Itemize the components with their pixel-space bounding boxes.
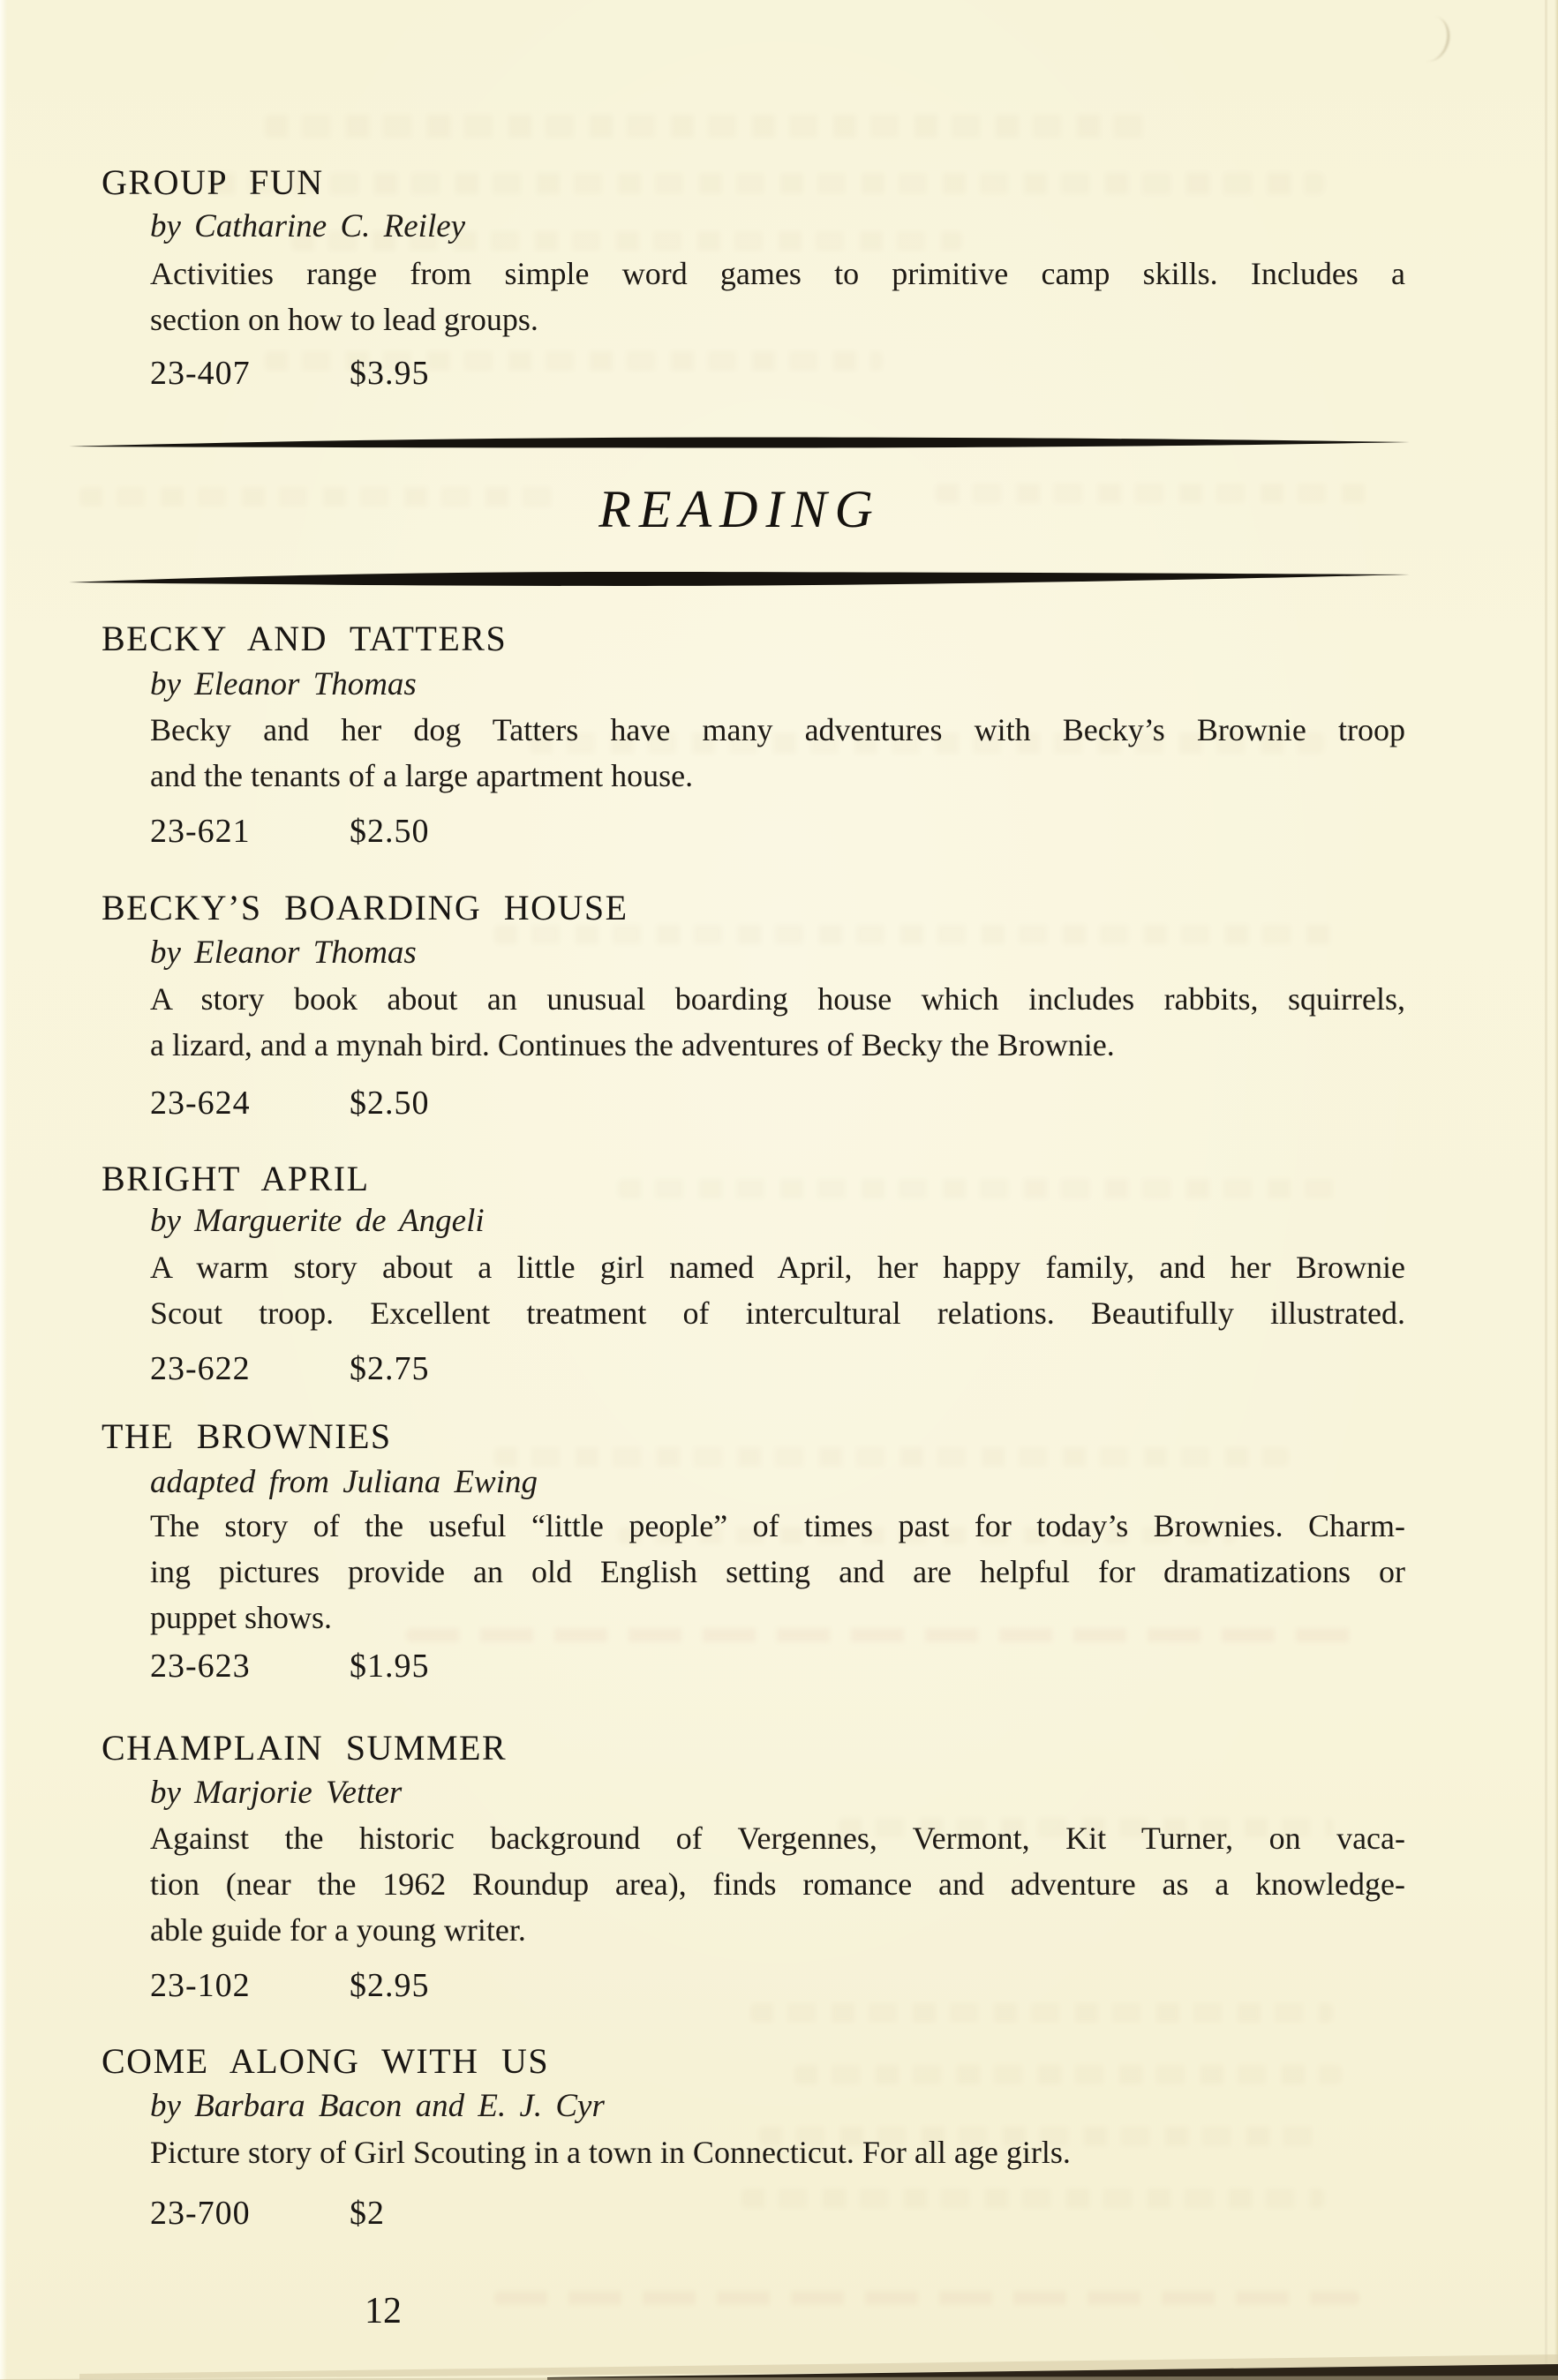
catalog-code-price	[150, 813, 430, 850]
catalog-code-price	[150, 1085, 430, 1122]
catalog-code-price	[150, 1648, 430, 1685]
catalog-number: 23-407	[150, 355, 251, 392]
bleed-through-smudge	[618, 1179, 1342, 1198]
description-line: section on how to lead groups.	[150, 302, 538, 337]
book-byline: by Catharine C. Reiley	[150, 208, 466, 244]
description-line: Picture story of Girl Scouting in a town in Connecticut. For all age girls.	[150, 2135, 1071, 2170]
catalog-code-price	[150, 1350, 430, 1387]
book-title: CHAMPLAIN SUMMER	[102, 1728, 508, 1768]
price: $2.50	[350, 813, 430, 850]
section-title: READING	[598, 480, 881, 538]
book-byline: by Eleanor Thomas	[150, 666, 417, 702]
book-description	[150, 707, 1405, 799]
description-line: puppet shows.	[150, 1600, 332, 1635]
page-left-edge	[0, 0, 7, 2380]
bleed-through-smudge	[212, 173, 1324, 194]
catalog-number: 23-624	[150, 1085, 251, 1122]
book-description	[150, 2129, 1405, 2175]
section-divider-rule-bottom	[69, 569, 1411, 589]
section-divider-rule-top	[69, 435, 1411, 454]
catalog-number: 23-700	[150, 2195, 251, 2232]
book-title: BRIGHT APRIL	[102, 1159, 370, 1198]
description-line: The story of the useful “little people” of times past for today’s Brownies. Charm-	[150, 1508, 1405, 1543]
description-line: Activities range from simple word games to primitive camp skills. Includes a	[150, 256, 1405, 291]
book-description	[150, 1244, 1405, 1336]
book-description	[150, 1503, 1405, 1640]
book-description	[150, 251, 1405, 342]
book-byline: adapted from Juliana Ewing	[150, 1464, 538, 1500]
book-title: THE BROWNIES	[102, 1416, 392, 1456]
bleed-through-smudge	[265, 115, 1148, 138]
bleed-through-smudge	[794, 2065, 1342, 2084]
scan-artifact-mark	[1408, 13, 1453, 64]
bleed-through-smudge	[750, 2003, 1333, 2023]
description-line: a lizard, and a mynah bird. Continues the adventures of Becky the Brownie.	[150, 1027, 1115, 1062]
book-title: GROUP FUN	[102, 162, 324, 202]
page-bottom-shadow	[0, 2349, 1558, 2380]
description-line: and the tenants of a large apartment house.	[150, 758, 694, 793]
description-line: Becky and her dog Tatters have many adventures with Becky’s Brownie troop	[150, 712, 1405, 747]
catalog-number: 23-623	[150, 1648, 251, 1685]
catalog-code-price	[150, 1967, 430, 2004]
description-line: tion (near the 1962 Roundup area), finds romance and adventure as a knowledge-	[150, 1866, 1405, 1902]
page-number: 12	[365, 2291, 402, 2331]
description-line: Scout troop. Excellent treatment of intercultural relations. Beautifully illustrated.	[150, 1295, 1405, 1331]
description-line: Against the historic background of Vergennes, Vermont, Kit Turner, on vaca-	[150, 1821, 1405, 1856]
book-byline: by Marguerite de Angeli	[150, 1203, 485, 1239]
bleed-through-smudge	[494, 925, 1333, 944]
book-title: COME ALONG WITH US	[102, 2041, 550, 2081]
bleed-through-smudge	[741, 2189, 1324, 2208]
price: $1.95	[350, 1648, 430, 1685]
bleed-through-smudge	[494, 1447, 1289, 1467]
price: $2.95	[350, 1967, 430, 2004]
page-crease	[1545, 0, 1547, 2380]
book-description	[150, 976, 1405, 1068]
description-line: A warm story about a little girl named April, her happy family, and her Brownie	[150, 1250, 1405, 1285]
description-line: A story book about an unusual boarding house which includes rabbits, squirrels,	[150, 981, 1405, 1017]
book-description	[150, 1815, 1405, 1953]
bleed-through-smudge	[494, 2291, 1359, 2305]
catalog-number: 23-102	[150, 1967, 251, 2004]
book-byline: by Eleanor Thomas	[150, 935, 417, 971]
catalog-number: 23-621	[150, 813, 251, 850]
description-line: able guide for a young writer.	[150, 1912, 526, 1948]
book-byline: by Barbara Bacon and E. J. Cyr	[150, 2088, 605, 2124]
book-title: BECKY’S BOARDING HOUSE	[102, 888, 628, 927]
book-title: BECKY AND TATTERS	[102, 619, 508, 658]
catalog-number: 23-622	[150, 1350, 251, 1387]
catalog-code-price	[150, 355, 430, 392]
price: $2.75	[350, 1350, 430, 1387]
price: $2	[350, 2195, 385, 2232]
description-line: ing pictures provide an old English setting and are helpful for dramatizations or	[150, 1554, 1405, 1589]
catalog-code-price	[150, 2195, 385, 2232]
price: $3.95	[350, 355, 430, 392]
book-byline: by Marjorie Vetter	[150, 1775, 403, 1811]
price: $2.50	[350, 1085, 430, 1122]
page-right-edge	[1554, 0, 1558, 2380]
